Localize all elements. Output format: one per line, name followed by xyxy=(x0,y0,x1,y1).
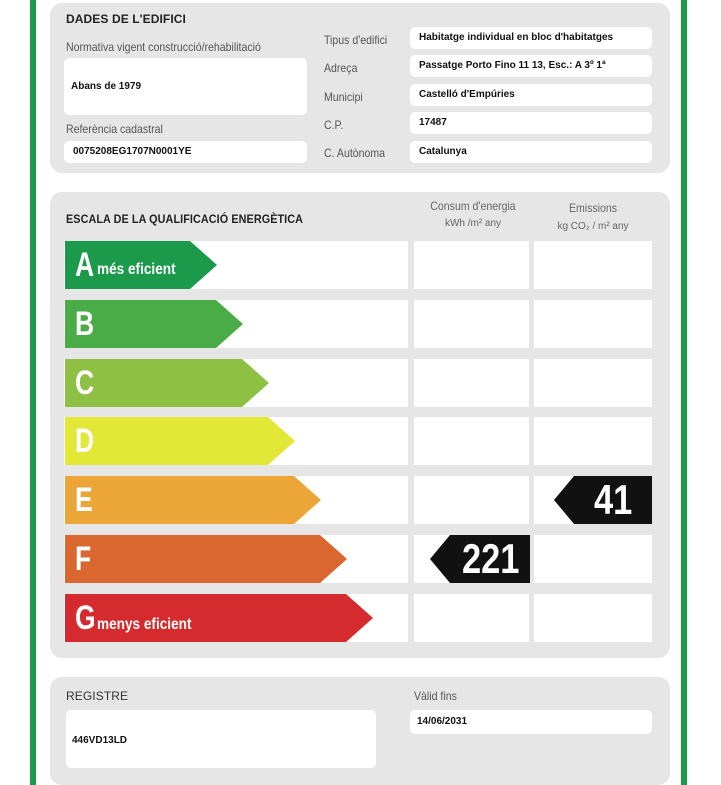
address-field xyxy=(410,55,652,77)
consumption-cell-c xyxy=(414,359,529,407)
consumption-cell-a xyxy=(414,241,529,289)
region-field xyxy=(410,141,652,163)
address-label: Adreça xyxy=(324,61,358,75)
cadastral-value: 0075208EG1707N0001YE xyxy=(73,146,192,157)
emissions-cell-c xyxy=(534,359,652,407)
rating-letter-d: D xyxy=(75,422,95,460)
regulation-field xyxy=(64,58,307,115)
consumption-indicator-value: 221 xyxy=(462,535,520,582)
rating-arrow-g xyxy=(65,594,373,642)
municipality-label: Municipi xyxy=(324,90,363,104)
emissions-cell-a xyxy=(534,241,652,289)
rating-caption-a: més eficient xyxy=(97,261,176,278)
postal-code-label: C.P. xyxy=(324,118,344,132)
region-label: C. Autònoma xyxy=(324,146,386,160)
frame-left-border xyxy=(30,0,36,785)
rating-letter-e: E xyxy=(75,481,93,519)
building-type-field xyxy=(410,27,652,49)
municipality-field xyxy=(410,84,652,106)
rating-arrow-d xyxy=(65,417,295,465)
rating-arrow-e xyxy=(65,476,321,524)
emissions-cell-b xyxy=(534,300,652,348)
regulation-label: Normativa vigent construcció/rehabilitació xyxy=(66,40,261,54)
energy-scale-panel xyxy=(50,192,670,658)
rating-caption-g: menys eficient xyxy=(97,616,192,633)
region-value: Catalunya xyxy=(419,146,467,157)
registry-title: REGISTRE xyxy=(66,689,129,703)
cadastral-label: Referència cadastral xyxy=(66,122,163,136)
rating-letter-g: G xyxy=(75,599,96,637)
energy-scale-title: ESCALA DE LA QUALIFICACIÓ ENERGÈTICA xyxy=(66,212,304,226)
registry-value: 446VD13LD xyxy=(72,735,128,746)
valid-until-label: Vàlid fins xyxy=(414,689,457,703)
rating-arrow-a xyxy=(65,241,217,289)
emissions-indicator xyxy=(554,476,652,524)
postal-code-value: 17487 xyxy=(419,117,447,128)
regulation-value: Abans de 1979 xyxy=(71,81,142,92)
rating-arrow-c xyxy=(65,359,269,407)
rating-letter-c: C xyxy=(75,364,95,402)
emissions-cell-g xyxy=(534,594,652,642)
consumption-cell-g xyxy=(414,594,529,642)
building-data-title: DADES DE L'EDIFICI xyxy=(66,12,186,26)
postal-code-field xyxy=(410,112,652,134)
consumption-header: Consum d'energia xyxy=(430,199,516,213)
building-type-label: Tipus d'edifici xyxy=(324,33,388,47)
rating-letter-a: A xyxy=(75,246,95,284)
rating-arrow-b xyxy=(65,300,243,348)
building-data-panel xyxy=(50,3,670,173)
frame-right-border xyxy=(681,0,687,785)
emissions-cell-d xyxy=(534,417,652,465)
emissions-unit: kg CO₂ / m² any xyxy=(557,221,629,232)
address-value: Passatge Porto Fino 11 13, Esc.: A 3º 1ª xyxy=(419,60,606,71)
consumption-cell-e xyxy=(414,476,529,524)
valid-until-field xyxy=(410,710,652,734)
emissions-header: Emissions xyxy=(568,201,618,215)
registry-field xyxy=(66,710,376,768)
consumption-indicator xyxy=(430,535,530,583)
rating-letter-b: B xyxy=(75,305,95,343)
building-type-value: Habitatge individual en bloc d'habitatges xyxy=(419,32,614,43)
municipality-value: Castelló d'Empúries xyxy=(419,89,515,100)
consumption-unit: kWh /m² any xyxy=(444,218,502,229)
consumption-cell-b xyxy=(414,300,529,348)
rating-arrow-f xyxy=(65,535,347,583)
rating-letter-f: F xyxy=(75,540,92,578)
emissions-cell-f xyxy=(534,535,652,583)
registry-panel xyxy=(50,677,670,785)
cadastral-field xyxy=(64,141,307,163)
emissions-indicator-value: 41 xyxy=(594,476,633,523)
consumption-cell-d xyxy=(414,417,529,465)
valid-until-value: 14/06/2031 xyxy=(417,716,468,727)
